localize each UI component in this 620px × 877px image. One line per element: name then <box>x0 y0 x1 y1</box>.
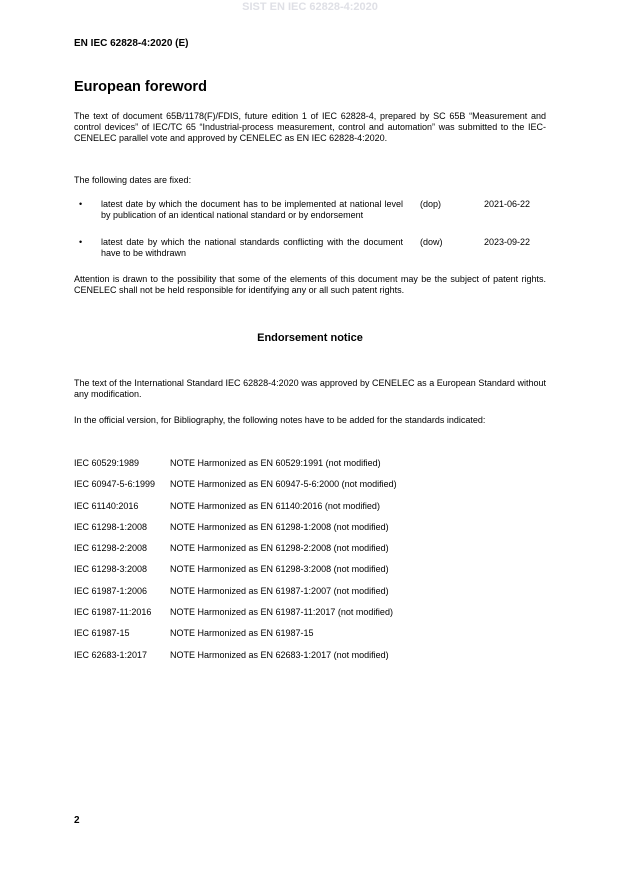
note-text: NOTE Harmonized as EN 61140:2016 (not modified) <box>170 500 380 511</box>
note-text: NOTE Harmonized as EN 60947-5-6:2000 (not modified) <box>170 479 397 490</box>
bullet-text: latest date by which the national standards conflicting with the document have to be withdrawn <box>101 237 403 258</box>
patent-attention: Attention is drawn to the possibility that some of the elements of this document may be the subject of patent rights. CENELEC shall not be held responsible for identifying any or all such patent rights. <box>74 274 546 295</box>
bullet-icon: • <box>79 199 83 209</box>
note-text: NOTE Harmonized as EN 61298-3:2008 (not modified) <box>170 564 389 575</box>
note-text: NOTE Harmonized as EN 61298-2:2008 (not modified) <box>170 543 389 554</box>
note-text: NOTE Harmonized as EN 62683-1:2017 (not modified) <box>170 649 389 660</box>
note-text: NOTE Harmonized as EN 60529:1991 (not modified) <box>170 458 381 468</box>
dates-intro: The following dates are fixed: <box>74 175 192 185</box>
bullet-date: 2021-06-22 <box>484 199 531 209</box>
bibliography-intro: In the official version, for Bibliography, the following notes have to be added for the standards indicated: <box>74 415 486 425</box>
note-standard: IEC 62683-1:2017 <box>74 649 148 660</box>
note-standard: IEC 61298-2:2008 <box>74 543 148 554</box>
note-standard: IEC 60529:1989 <box>74 458 140 468</box>
note-standard: IEC 61987-15 <box>74 628 130 639</box>
endorsement-heading: Endorsement notice <box>257 332 363 344</box>
note-text: NOTE Harmonized as EN 61987-11:2017 (not modified) <box>170 607 393 618</box>
bullet-text: latest date by which the document has to be implemented at national level by publication of an identical national standard or by endorsement <box>101 199 403 220</box>
bullet-abbr: (dow) <box>420 237 443 247</box>
watermark: SIST EN IEC 62828-4:2020 <box>242 1 378 13</box>
note-text: NOTE Harmonized as EN 61298-1:2008 (not modified) <box>170 521 389 532</box>
note-text: NOTE Harmonized as EN 61987-15 <box>170 628 314 639</box>
note-standard: IEC 61140:2016 <box>74 500 139 511</box>
endorsement-text: The text of the International Standard IEC 62828-4:2020 was approved by CENELEC as a European Standard without any modification. <box>74 378 546 399</box>
note-text: NOTE Harmonized as EN 61987-1:2007 (not modified) <box>170 585 389 596</box>
note-standard: IEC 61298-3:2008 <box>74 564 148 575</box>
note-standard: IEC 61987-11:2016 <box>74 607 152 618</box>
document-id: EN IEC 62828-4:2020 (E) <box>74 38 189 49</box>
page-number: 2 <box>74 815 80 826</box>
bullet-abbr: (dop) <box>420 199 442 209</box>
note-standard: IEC 60947-5-6:1999 <box>74 479 156 490</box>
foreword-intro: The text of document 65B/1178(F)/FDIS, future edition 1 of IEC 62828-4, prepared by SC 65B “Measurement and control devices” of IEC/TC 65 “Industrial-process measurement, control and automation” was submitted to the IEC-CENELEC parallel vote and approved by CENELEC as EN IEC 62828-4:2020. <box>74 111 546 143</box>
note-standard: IEC 61987-1:2006 <box>74 585 148 596</box>
bullet-icon: • <box>79 237 83 247</box>
bullet-date: 2023-09-22 <box>484 237 531 247</box>
note-standard: IEC 61298-1:2008 <box>74 521 148 532</box>
foreword-heading: European foreword <box>74 79 207 95</box>
